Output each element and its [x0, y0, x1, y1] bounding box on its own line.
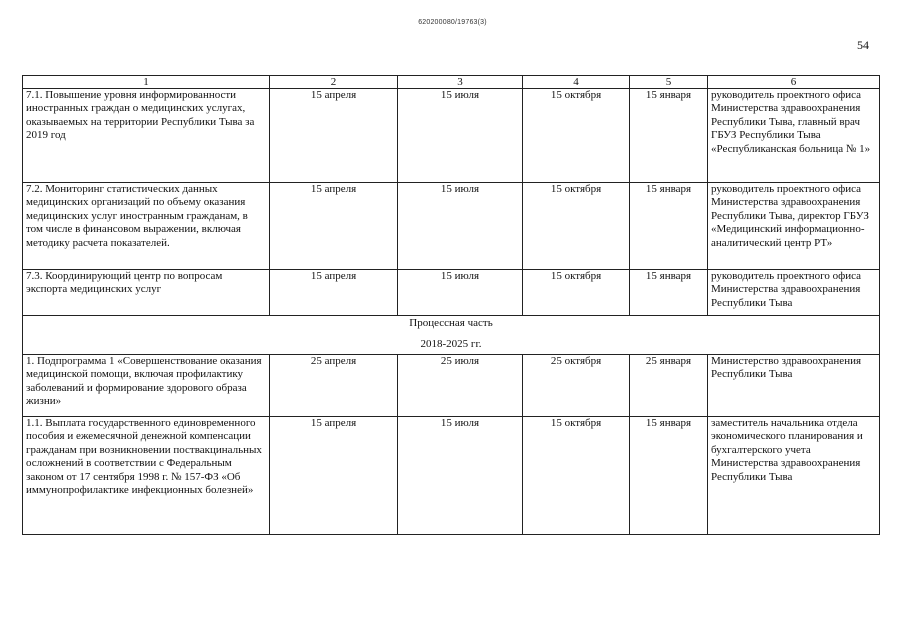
responsible-text: руководитель проектного офиса Министерства здравоохранения Республики Тыва, директор ГБУЗ «Медицинский информационно-аналитический центр РТ» [711, 183, 869, 249]
deadline-q2-cell: 25 июля [398, 355, 523, 417]
responsible-text: руководитель проектного офиса Министерства здравоохранения Республики Тыва, главный врач ГБУЗ Республики Тыва «Республиканская больница № 1» [711, 89, 871, 155]
schedule-table [22, 75, 880, 535]
document-code: 620200080/19763(3) [418, 19, 487, 26]
deadline-q4-cell: 15 января [630, 89, 708, 183]
deadline-q4-cell: 15 января [630, 417, 708, 535]
section-cell [23, 316, 880, 355]
deadline-q3-cell: 15 октября [523, 183, 630, 270]
task-cell [23, 270, 270, 316]
deadline-q4-cell: 25 января [630, 355, 708, 417]
deadline-q3-cell: 25 октября [523, 355, 630, 417]
task-cell [23, 417, 270, 535]
task-cell [23, 89, 270, 183]
responsible-cell [708, 183, 880, 270]
section-years: 2018-2025 гг. [420, 338, 482, 351]
table-row [23, 89, 880, 183]
table-row [23, 417, 880, 535]
page-number: 54 [857, 38, 869, 52]
deadline-q3-cell: 15 октября [523, 89, 630, 183]
deadline-q1-cell: 15 апреля [270, 183, 398, 270]
task-text: 7.1. Повышение уровня информированности иностранных граждан о медицинских услугах, оказываемых на территории Республики Тыва за 2019 год [26, 89, 255, 142]
responsible-cell [708, 89, 880, 183]
deadline-q4-cell: 15 января [630, 183, 708, 270]
task-text: 7.2. Мониторинг статистических данных медицинских организаций по объему оказания медицинских услуг иностранным гражданам, в том числе в финансовом выражении, включая методику расчета показателей. [26, 183, 248, 249]
deadline-q2-cell: 15 июля [398, 270, 523, 316]
deadline-q1-cell: 15 апреля [270, 417, 398, 535]
responsible-cell [708, 355, 880, 417]
responsible-text: руководитель проектного офиса Министерства здравоохранения Республики Тыва [711, 270, 862, 309]
column-header: 3 [398, 76, 523, 89]
table-row [23, 183, 880, 270]
deadline-q4-cell: 15 января [630, 270, 708, 316]
deadline-q2-cell: 15 июля [398, 417, 523, 535]
table-row [23, 355, 880, 417]
task-cell [23, 355, 270, 417]
deadline-q1-cell: 25 апреля [270, 355, 398, 417]
column-header: 1 [23, 76, 270, 89]
section-row [23, 316, 880, 355]
column-header: 5 [630, 76, 708, 89]
responsible-text: Министерство здравоохранения Республики Тыва [711, 355, 862, 381]
column-header: 4 [523, 76, 630, 89]
deadline-q3-cell: 15 октября [523, 417, 630, 535]
responsible-cell [708, 417, 880, 535]
deadline-q2-cell: 15 июля [398, 89, 523, 183]
column-header: 2 [270, 76, 398, 89]
table-row [23, 270, 880, 316]
responsible-text: заместитель начальника отдела экономического планирования и бухгалтерского учета Министерства здравоохранения Республики Тыва [711, 417, 863, 483]
deadline-q1-cell: 15 апреля [270, 89, 398, 183]
task-text: 1.1. Выплата государственного единовременного пособия и ежемесячной денежной компенсации гражданам при возникновении поствакцинальных осложнений в соответствии с Федеральным законом от 17 сентября 1998 г. № 157-ФЗ «Об иммунопрофилактике инфекционных болезней» [26, 417, 262, 497]
responsible-cell [708, 270, 880, 316]
deadline-q2-cell: 15 июля [398, 183, 523, 270]
section-title: Процессная часть [409, 317, 493, 329]
task-cell [23, 183, 270, 270]
table-header-row [23, 76, 880, 89]
deadline-q1-cell: 15 апреля [270, 270, 398, 316]
task-text: 7.3. Координирующий центр по вопросам экспорта медицинских услуг [26, 270, 223, 296]
deadline-q3-cell: 15 октября [523, 270, 630, 316]
column-header: 6 [708, 76, 880, 89]
task-text: 1. Подпрограмма 1 «Совершенствование оказания медицинской помощи, включая профилактику заболеваний и формирование здорового образа жизни» [26, 355, 262, 408]
